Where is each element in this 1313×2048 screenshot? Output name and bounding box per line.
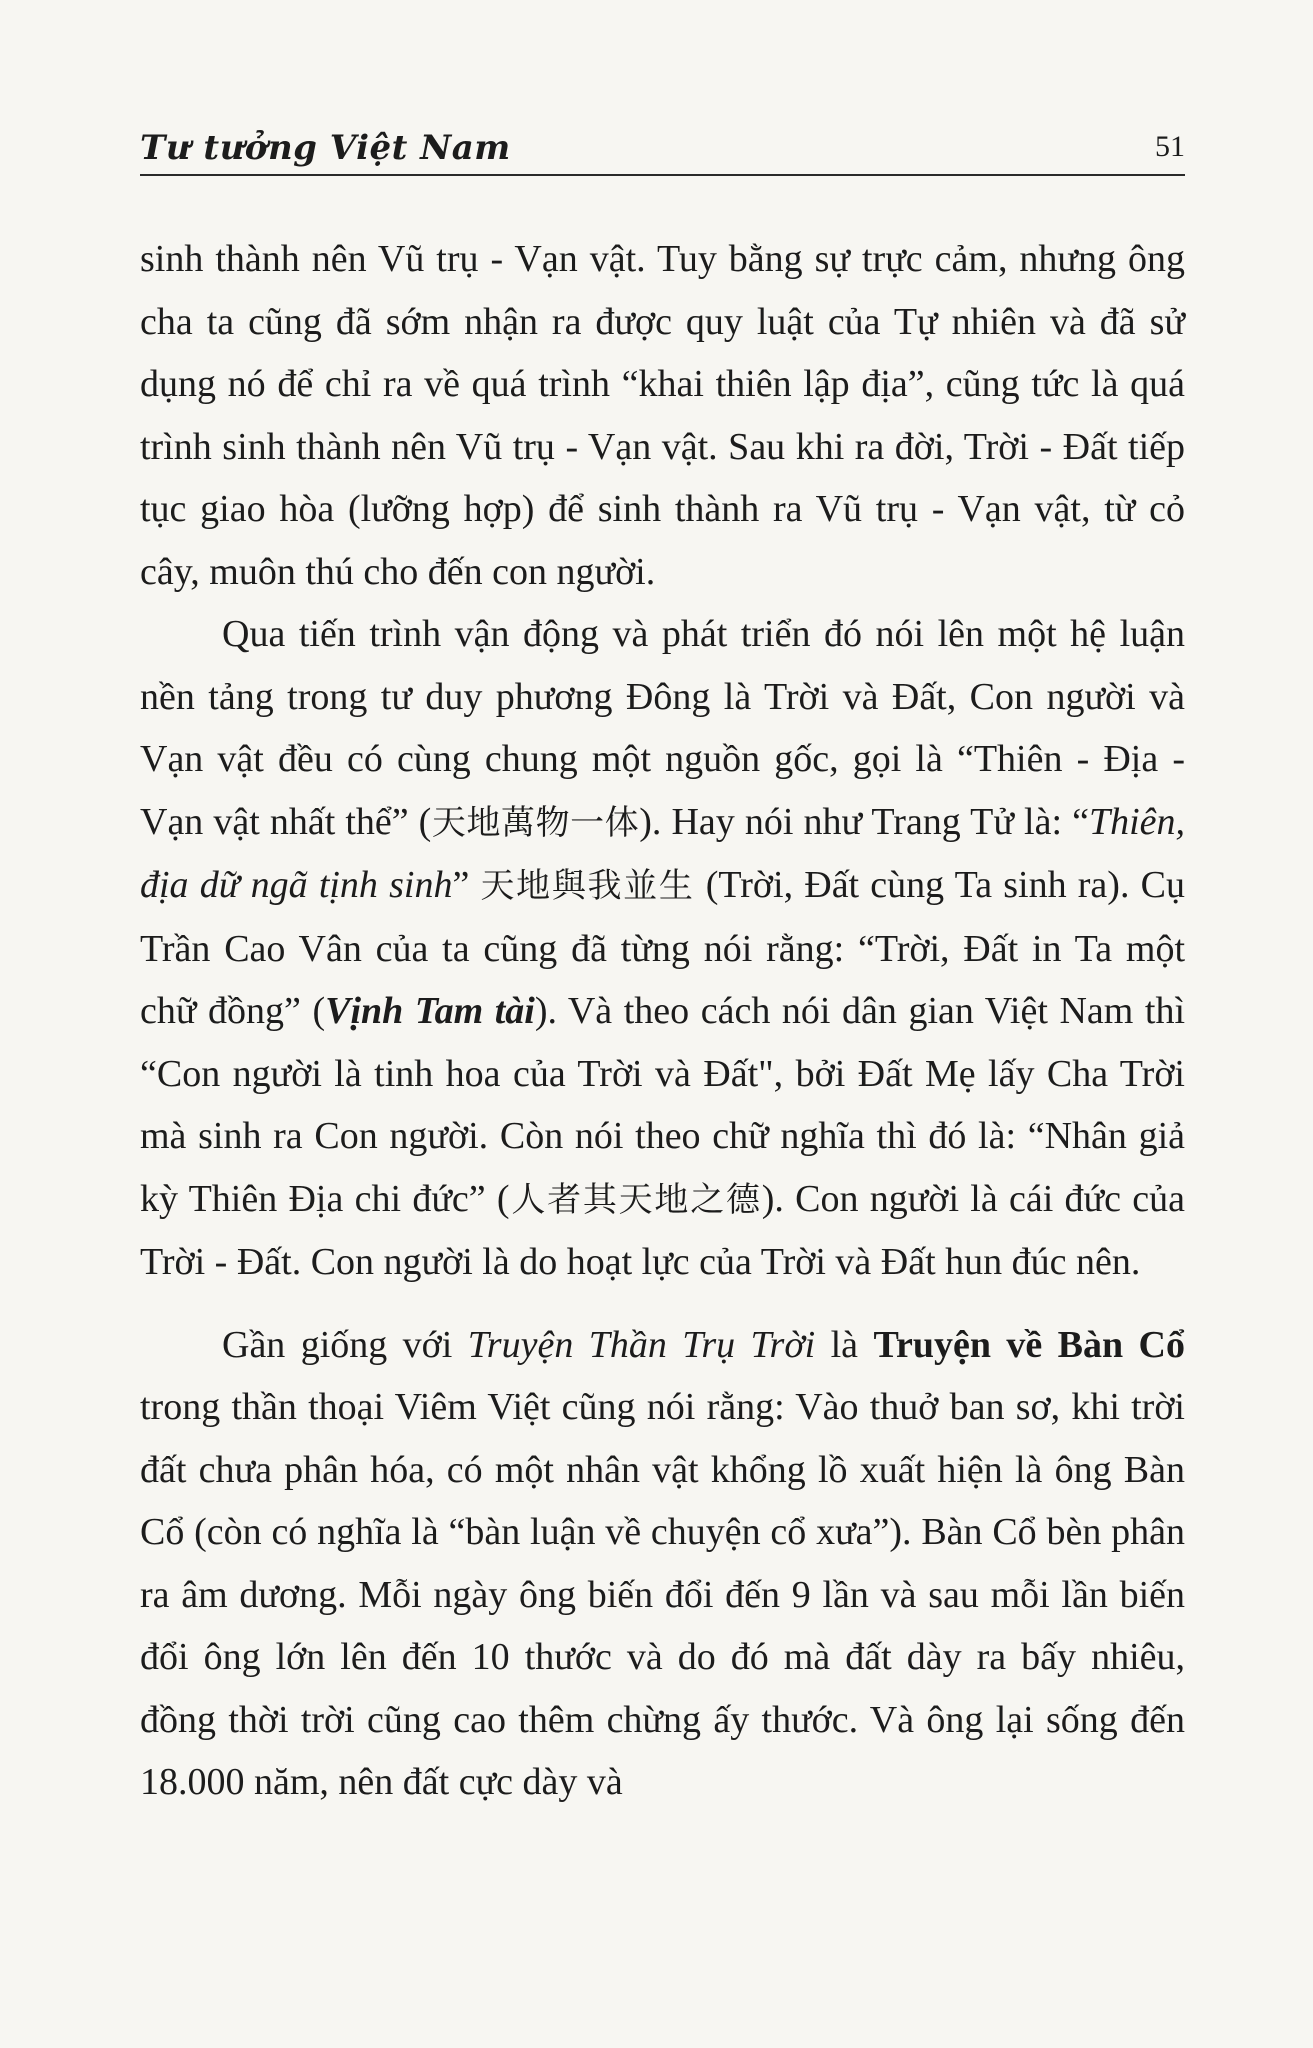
- page-body: [140, 228, 1185, 1814]
- story-title-italic: Truyện Thần Trụ Trời: [467, 1323, 816, 1366]
- story-title-bold: Truyện về Bàn Cổ: [873, 1323, 1185, 1366]
- paragraph-2: [140, 603, 1185, 1294]
- page-number: 51: [1155, 130, 1185, 163]
- zhuangzi-quote: Thiên, địa dữ ngã tịnh sinh: [140, 800, 1186, 906]
- p3-text-3: trong thần thoại Viêm Việt cũng nói rằng: Vào thuở ban sơ, khi trời đất chưa phân hóa, có một nhân vật khổng lồ xuất hiện là ông Bàn Cổ (còn có nghĩa là “bàn luận về chuyện cổ xưa”). Bàn Cổ bèn phân ra âm dương. Mỗi ngày ông biến đổi đến 9 lần và sau mỗi lần biến đổi ông lớn lên đến 10 thước và do đó mà đất dày ra bấy nhiêu, đồng thời trời cũng cao thêm chừng ấy thước. Và ông lại sống đến 18.000 năm, nên đất cực dày và: [140, 1386, 1185, 1803]
- running-header: [140, 118, 1185, 176]
- p2-text-5: ). Và theo cách nói dân gian Việt Nam thì “Con người là tinh hoa của Trời và Đất", bởi Đất Mẹ lấy Cha Trời mà sinh ra Con người. Còn nói theo chữ nghĩa thì đó là: “Nhân giả kỳ Thiên Địa chi đức” (: [140, 990, 1185, 1220]
- p2-text-2: ). Hay nói như Trang Tử là: “: [639, 800, 1089, 843]
- running-title: Tư tưởng Việt Nam: [140, 128, 511, 168]
- p2-text-4: (Trời, Đất cùng Ta sinh ra). Cụ Trần Cao Vân của ta cũng đã từng nói rằng: “Trời, Đất in Ta một chữ đồng” (: [140, 864, 1185, 1032]
- p2-text-1: Qua tiến trình vận động và phát triển đó nói lên một hệ luận nền tảng trong tư duy phương Đông là Trời và Đất, Con người và Vạn vật đều có cùng chung một nguồn gốc, gọi là “Thiên - Địa - Vạn vật nhất thể” (: [140, 613, 1185, 843]
- work-title: Vịnh Tam tài: [325, 990, 535, 1032]
- paragraph-3: [140, 1314, 1185, 1814]
- p3-text-1: Gần giống với: [222, 1323, 468, 1366]
- p2-text-6: ). Con người là cái đức của Trời - Đất. Con người là do hoạt lực của Trời và Đất hun đúc nên.: [140, 1177, 1186, 1283]
- han-quote-1: 天地萬物一体: [431, 802, 640, 843]
- han-quote-3: 人者其天地之德: [509, 1179, 762, 1220]
- p2-text-3: ”: [452, 864, 481, 906]
- p3-text-2: là: [815, 1323, 874, 1366]
- han-quote-2: 天地與我並生: [480, 866, 695, 906]
- paragraph-1: sinh thành nên Vũ trụ - Vạn vật. Tuy bằng sự trực cảm, nhưng ông cha ta cũng đã sớm nhận ra được quy luật của Tự nhiên và đã sử dụng nó để chỉ ra về quá trình “khai thiên lập địa”, cũng tức là quá trình sinh thành nên Vũ trụ - Vạn vật. Sau khi ra đời, Trời - Đất tiếp tục giao hòa (lưỡng hợp) để sinh thành ra Vũ trụ - Vạn vật, từ cỏ cây, muôn thú cho đến con người.: [140, 238, 1185, 593]
